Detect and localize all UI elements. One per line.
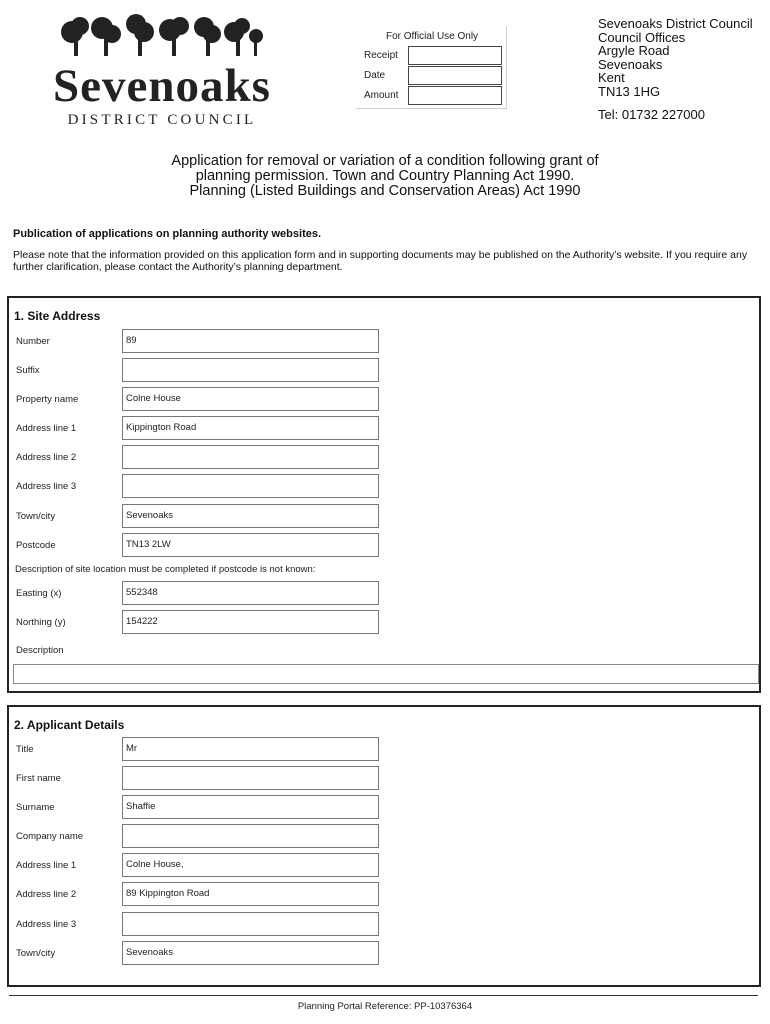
council-address-line: Sevenoaks District Council <box>598 16 753 31</box>
field-label: Easting (x) <box>16 588 62 599</box>
form-row <box>9 795 759 821</box>
section-title: 1. Site Address <box>14 309 101 323</box>
oak-trees-icon <box>60 14 265 60</box>
surname-field[interactable]: Shaffie <box>122 795 379 819</box>
field-label: Postcode <box>16 540 56 551</box>
form-row <box>9 533 759 559</box>
official-use-title: For Official Use Only <box>386 31 479 42</box>
date-label: Date <box>364 70 386 81</box>
heading-line: Application for removal or variation of a condition following grant of <box>171 153 599 169</box>
field-label: Town/city <box>16 948 56 959</box>
company-name-field[interactable] <box>122 824 379 848</box>
site-address-section <box>7 296 761 693</box>
form-row <box>9 912 759 938</box>
field-label: Address line 1 <box>16 423 77 434</box>
description-field[interactable] <box>13 664 759 684</box>
field-label: Northing (y) <box>16 617 66 628</box>
form-row <box>9 387 759 413</box>
address-line-1-field[interactable]: Kippington Road <box>122 416 379 440</box>
location-note: Description of site location must be completed if postcode is not known: <box>15 564 316 575</box>
form-row <box>9 504 759 530</box>
form-row <box>9 824 759 850</box>
form-row <box>9 474 759 500</box>
logo-subtitle: DISTRICT COUNCIL <box>67 112 257 128</box>
form-row <box>9 941 759 967</box>
footer-divider <box>9 995 758 996</box>
field-label: Address line 2 <box>16 889 77 900</box>
applicant-details-section <box>7 705 761 987</box>
council-address-line: Council Offices <box>598 29 686 45</box>
address-line-3-field[interactable] <box>122 474 379 498</box>
title-field[interactable]: Mr <box>122 737 379 761</box>
form-heading <box>60 154 710 199</box>
description-label: Description <box>16 645 64 656</box>
address-line-2-field[interactable] <box>122 445 379 469</box>
field-label: Company name <box>16 831 84 842</box>
receipt-field[interactable] <box>408 46 502 65</box>
field-label: Address line 1 <box>16 860 77 871</box>
council-address <box>598 17 753 98</box>
form-row <box>9 882 759 908</box>
council-address-line: Kent <box>598 70 625 85</box>
number-field[interactable]: 89 <box>122 329 379 353</box>
field-label: Address line 2 <box>16 452 77 463</box>
logo-wordmark: Sevenoaks <box>53 60 271 112</box>
form-row <box>9 329 759 355</box>
council-telephone: Tel: 01732 227000 <box>598 107 705 122</box>
field-label: Address line 3 <box>16 919 77 930</box>
form-row <box>9 445 759 471</box>
field-label: Property name <box>16 394 79 405</box>
easting-field[interactable]: 552348 <box>122 581 379 605</box>
receipt-label: Receipt <box>364 50 398 61</box>
form-row <box>9 416 759 442</box>
form-row <box>9 581 759 607</box>
publication-title: Publication of applications on planning authority websites. <box>13 228 322 240</box>
applicant-town-city-field[interactable]: Sevenoaks <box>122 941 379 965</box>
field-label: Suffix <box>16 365 40 376</box>
postcode-field[interactable]: TN13 2LW <box>122 533 379 557</box>
field-label: Surname <box>16 802 55 813</box>
form-row <box>9 737 759 763</box>
council-address-line: Argyle Road <box>598 43 670 58</box>
suffix-field[interactable] <box>122 358 379 382</box>
field-label: First name <box>16 773 61 784</box>
council-address-line: Sevenoaks <box>598 56 663 72</box>
town-city-field[interactable]: Sevenoaks <box>122 504 379 528</box>
field-label: Town/city <box>16 511 56 522</box>
field-label: Title <box>16 744 34 755</box>
applicant-address-line-1-field[interactable]: Colne House, <box>122 853 379 877</box>
amount-label: Amount <box>364 90 399 101</box>
form-row <box>9 358 759 384</box>
form-row <box>9 766 759 792</box>
field-label: Address line 3 <box>16 481 77 492</box>
publication-text: Please note that the information provided on this application form and in supporting documents may be published on the Authority’s website. If you require any further clarification, please contact the Authority’s planning department. <box>13 249 748 273</box>
heading-line: Planning (Listed Buildings and Conservation Areas) Act 1990 <box>189 183 581 199</box>
form-row <box>9 610 759 636</box>
council-logo <box>28 14 298 128</box>
field-label: Number <box>16 336 50 347</box>
official-use-box <box>356 26 507 109</box>
council-address-line: TN13 1HG <box>598 83 661 99</box>
applicant-address-line-3-field[interactable] <box>122 912 379 936</box>
amount-field[interactable] <box>408 86 502 105</box>
first-name-field[interactable] <box>122 766 379 790</box>
heading-line: planning permission. Town and Country Planning Act 1990. <box>195 168 575 184</box>
applicant-address-line-2-field[interactable]: 89 Kippington Road <box>122 882 379 906</box>
section-title: 2. Applicant Details <box>14 718 125 732</box>
portal-reference: Planning Portal Reference: PP-10376364 <box>297 1001 473 1012</box>
northing-field[interactable]: 154222 <box>122 610 379 634</box>
property-name-field[interactable]: Colne House <box>122 387 379 411</box>
form-row <box>9 853 759 879</box>
date-field[interactable] <box>408 66 502 85</box>
